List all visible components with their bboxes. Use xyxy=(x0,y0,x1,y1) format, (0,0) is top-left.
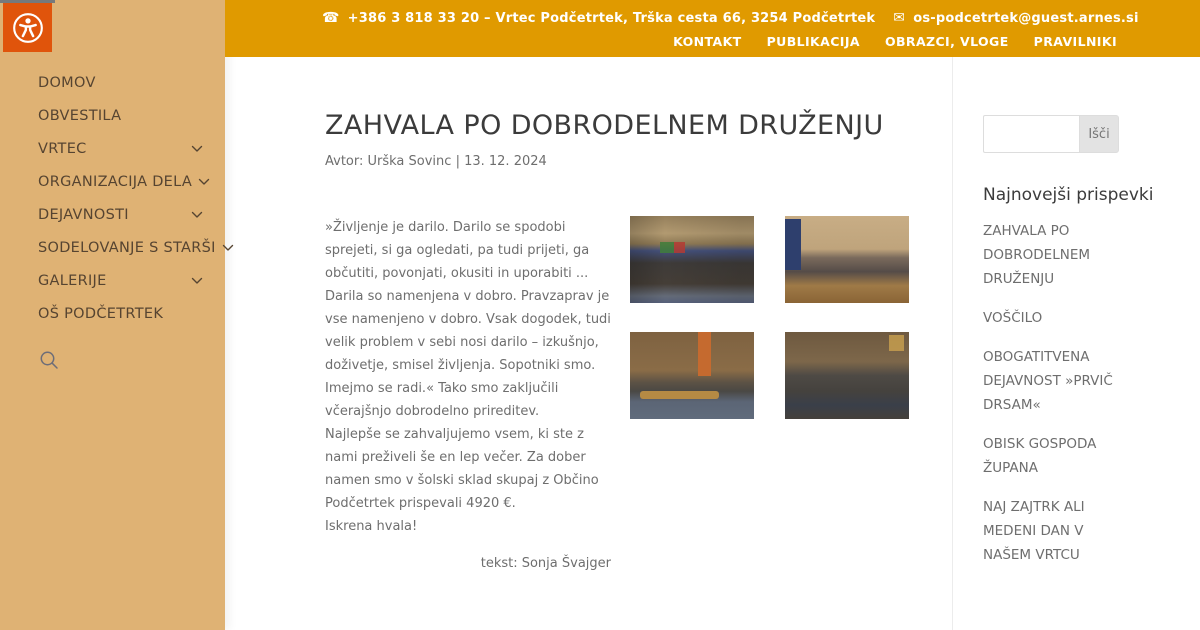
sidebar-item-label: VRTEC xyxy=(38,140,87,157)
search-submit-button[interactable]: Išči xyxy=(1079,115,1119,153)
sidebar-item-label: SODELOVANJE S STARŠI xyxy=(38,239,216,256)
recent-posts-list xyxy=(983,219,1135,567)
list-item xyxy=(983,432,1135,480)
sidebar-item-obvestila[interactable] xyxy=(0,99,225,132)
sidebar-item-galerije[interactable] xyxy=(0,264,225,297)
chevron-down-icon[interactable] xyxy=(191,277,203,285)
contact-email-link[interactable]: os-podcetrtek@guest.arnes.si xyxy=(913,10,1139,26)
sidebar-item-label: OBVESTILA xyxy=(38,107,122,124)
sidebar-search-button[interactable] xyxy=(39,350,60,375)
list-item xyxy=(983,495,1135,567)
chevron-down-icon[interactable] xyxy=(191,211,203,219)
sidebar-item-label: ORGANIZACIJA DELA xyxy=(38,173,193,190)
list-item xyxy=(983,306,1135,330)
recent-posts-heading: Najnovejši prispevki xyxy=(983,185,1154,205)
accessibility-icon xyxy=(3,3,52,52)
article-paragraph: Najlepše se zahvaljujemo vsem, ki ste z nami preživeli še en lep večer. Za dober namen smo v šolski sklad skupaj z Občino Podčetrtek prispevali 4920 €. xyxy=(325,427,599,511)
sidebar-item-label: OŠ PODČETRTEK xyxy=(38,305,164,322)
article-photo-3 xyxy=(630,332,754,419)
sidebar-item-label: DOMOV xyxy=(38,74,96,91)
article-title: ZAHVALA PO DOBRODELNEM DRUŽENJU xyxy=(325,110,884,141)
sidebar-nav xyxy=(0,66,225,330)
search-icon xyxy=(39,356,60,375)
article-body xyxy=(325,216,915,575)
sidebar-item-dejavnosti[interactable] xyxy=(0,198,225,231)
article-photo-1 xyxy=(630,216,754,303)
article-paragraph: »Življenje je darilo. Darilo se spodobi sprejeti, si ga ogledati, pa tudi prijeti, ga občutiti, povonjati, okusiti in uporabiti ... Darila so namenjena v dobro. Pravzaprav je vse namenjeno v dobro. Vsak dogodek, tudi velik problem v sebi nosi darilo – izkušnjo, doživetje, smisel življenja. Sopotniki smo. Imejmo se radi.« Tako smo zaključili včerajšnjo dobrodelno prireditev. xyxy=(325,220,611,419)
search-input[interactable] xyxy=(983,115,1079,153)
sidebar-item-vrtec[interactable] xyxy=(0,132,225,165)
list-item xyxy=(983,219,1135,291)
article-byline: Avtor: Urška Sovinc | 13. 12. 2024 xyxy=(325,154,547,169)
sidebar-item-os-podcetrtek[interactable] xyxy=(0,297,225,330)
chevron-down-icon[interactable] xyxy=(198,178,210,186)
sidebar-item-label: DEJAVNOSTI xyxy=(38,206,129,223)
article-text-column xyxy=(325,216,611,575)
sidebar-item-domov[interactable] xyxy=(0,66,225,99)
recent-post-link[interactable]: OBOGATITVENA DEJAVNOST »PRVIČ DRSAM« xyxy=(983,349,1113,413)
article-photo-grid xyxy=(630,216,909,419)
mail-icon: ✉ xyxy=(893,10,906,26)
search-box xyxy=(983,115,1200,153)
right-sidebar xyxy=(952,57,1200,630)
sidebar-item-sodelovanje-s-starsi[interactable] xyxy=(0,231,225,264)
article-credit: tekst: Sonja Švajger xyxy=(480,556,611,571)
article-photo-4 xyxy=(785,332,909,419)
chevron-down-icon[interactable] xyxy=(222,244,234,252)
left-sidebar xyxy=(0,0,225,630)
sidebar-item-label: GALERIJE xyxy=(38,272,107,289)
top-nav-publikacija[interactable]: PUBLIKACIJA xyxy=(766,34,860,49)
article-photo-2 xyxy=(785,216,909,303)
recent-post-link[interactable]: ZAHVALA PO DOBRODELNEM DRUŽENJU xyxy=(983,223,1091,287)
top-nav-obrazci-vloge[interactable]: OBRAZCI, VLOGE xyxy=(884,34,1009,49)
sidebar-item-organizacija-dela[interactable] xyxy=(0,165,225,198)
contact-text: +386 3 818 33 20 – Vrtec Podčetrtek, Trška cesta 66, 3254 Podčetrtek xyxy=(347,10,876,26)
recent-post-link[interactable]: VOŠČILO xyxy=(983,310,1043,326)
article-paragraph: Iskrena hvala! xyxy=(325,519,418,534)
phone-icon: ☎ xyxy=(322,10,340,26)
recent-post-link[interactable]: OBISK GOSPODA ŽUPANA xyxy=(983,436,1097,476)
top-nav-kontakt[interactable]: KONTAKT xyxy=(673,34,742,49)
top-nav-pravilniki[interactable]: PRAVILNIKI xyxy=(1033,34,1117,49)
accessibility-widget-button[interactable] xyxy=(0,0,55,55)
article xyxy=(325,0,915,575)
chevron-down-icon[interactable] xyxy=(191,145,203,153)
list-item xyxy=(983,345,1135,417)
recent-post-link[interactable]: NAJ ZAJTRK ALI MEDENI DAN V NAŠEM VRTCU xyxy=(983,499,1085,563)
